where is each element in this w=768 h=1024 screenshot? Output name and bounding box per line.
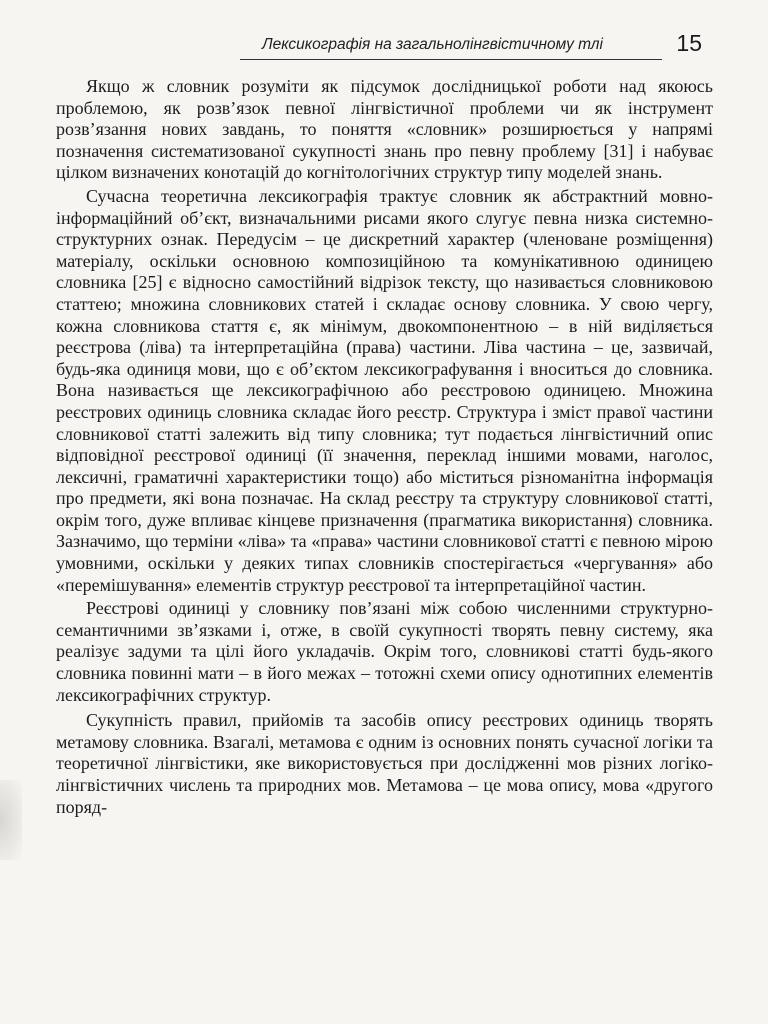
running-title: Лексикографія на загальнолінгвістичному тлі (262, 36, 603, 53)
paragraph: Якщо ж словник розуміти як підсумок дослідницької роботи над якоюсь проблемою, як розв’язок певної лінгвістичної проблеми чи як інструмент розв’язання нових завдань, то поняття «словник» розширюється у напрямі позначення систематизованої сукупності знань про певну проблему [31] і набуває цілком визначених конотацій до когнітологічних структур типу моделей знань. (56, 76, 713, 183)
scan-shadow (0, 780, 22, 860)
paragraph: Сукупність правил, прийомів та засобів опису реєстрових одиниць творять метамову словника. Взагалі, метамова є одним із основних понять сучасної логіки та теоретичної лінгвістики, яке використовується при дослідженні мов різних логіко-лінгвістичних числень та природних мов. Метамова – це мова опису, мова «другого поряд- (56, 710, 713, 817)
page-number: 15 (676, 30, 702, 56)
paragraph: Сучасна теоретична лексикографія трактує словник як абстрактний мовно-інформаційний об’єкт, визначальними рисами якого слугує певна низка системно-структурних ознак. Передусім – це дискретний характер (членоване розміщення) матеріалу, оскільки основною композиційною та комунікативною одиницею словника [25] є відносно самостійний відрізок тексту, що називається словниковою статтею; множина словникових статей і складає основу словника. У свою чергу, кожна словникова стаття є, як мінімум, двокомпонентною – в ній виділяється реєстрова (ліва) та інтерпретаційна (права) частини. Ліва частина – це, зазвичай, будь-яка одиниця мови, що є об’єктом лексикографування і вноситься до словника. Вона називається ще лексикографічною або реєстровою одиницею. Множина реєстрових одиниць словника складає його реєстр. Структура і зміст правої частини словникової статті залежить від типу словника; тут подається лінгвістичний опис відповідної реєстрової одиниці (її значення, переклад іншими мовами, наголос, лексичні, граматичні характеристики тощо) або міститься різноманітна інформація про предмети, які вона позначає. На склад реєстру та структуру словникової статті, окрім того, дуже впливає кінцеве призначення (прагматика використання) словника. Зазначимо, що терміни «ліва» та «права» частини словникової статті є певною мірою умовними, оскільки у деяких типах словників спостерігається «чергування» або «перемішування» елементів структур реєстрової та інтерпретаційної частин. (56, 185, 713, 595)
page-body (56, 76, 713, 824)
page-header (240, 30, 710, 62)
header-rule (240, 59, 662, 60)
paragraph: Реєстрові одиниці у словнику пов’язані між собою численними структурно-семантичними зв’язками і, отже, в своїй сукупності творять певну систему, яка реалізує задуми та цілі його укладачів. Окрім того, словникові статті будь-якого словника повинні мати – в його межах – тотожні схеми опису однотипних елементів лексикографічних структур. (56, 598, 713, 705)
